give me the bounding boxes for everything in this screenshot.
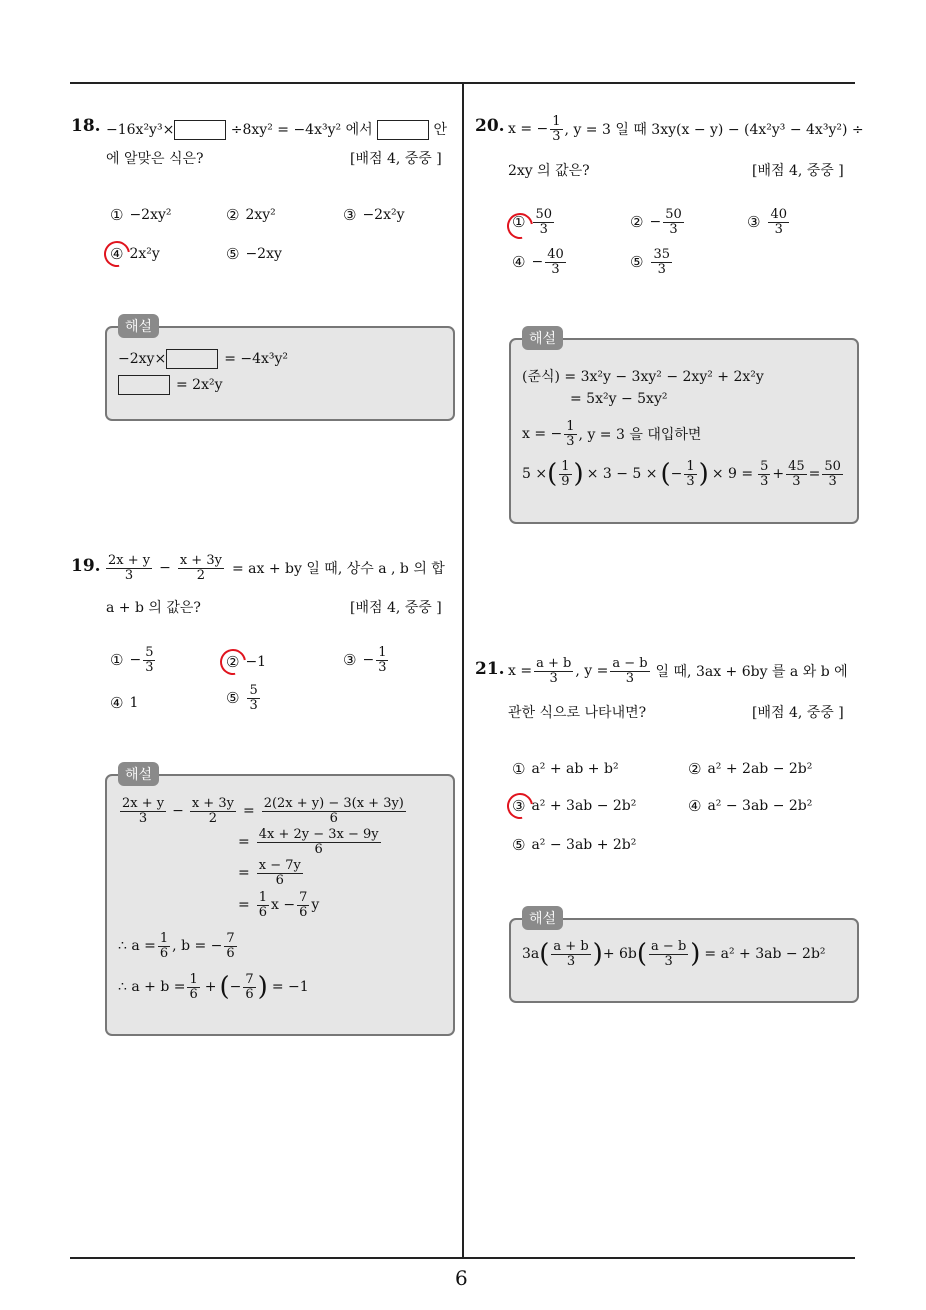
fraction: $\frac{a - b}{3}$: [651, 939, 687, 969]
fraction: $\frac{a + b}{3}$: [553, 939, 589, 969]
solution-tag: 해설: [522, 326, 563, 350]
paren-close: ): [573, 459, 584, 490]
sol-text: ∴ a =: [118, 938, 156, 955]
question-number-19: 19.: [71, 556, 101, 576]
choice-text: 1: [129, 695, 139, 711]
circled-number: ⑤: [512, 836, 526, 854]
q21-choice-4[interactable]: [688, 797, 812, 815]
q20-choice-2[interactable]: [630, 208, 686, 236]
fraction: $\frac{5}{3}$: [760, 459, 769, 489]
sol-text: x = −: [522, 426, 563, 443]
q18-solution-box: [105, 326, 455, 421]
fraction: $\frac{1}{9}$: [561, 459, 570, 489]
sol-text: , b = −: [172, 938, 223, 955]
stem-text: x = −: [508, 121, 549, 138]
sol-text: +: [204, 979, 217, 996]
answer-blank-box: [166, 349, 218, 369]
fraction: $\frac{1}{3}$: [686, 459, 695, 489]
question-number-18: 18.: [71, 116, 101, 136]
circled-number: ⑤: [226, 689, 240, 708]
choice-text: a² + ab + b²: [531, 761, 619, 777]
fraction: $\frac{x + 3y}{2}$: [179, 553, 222, 583]
circled-number: ③: [343, 206, 357, 224]
circled-number: ②: [226, 206, 240, 224]
circled-number: ②: [226, 653, 240, 671]
choice-text: −2x²y: [362, 207, 405, 223]
sol-text: × 9 =: [711, 466, 754, 483]
answer-blank-box: [174, 120, 226, 140]
q19-sol-line4: [238, 891, 319, 919]
circled-number: ②: [688, 760, 702, 778]
fraction: $\frac{5}{3}$: [145, 645, 154, 675]
paren-close: ): [690, 939, 701, 970]
q18-score-meta: [배점 4, 중중 ]: [350, 151, 442, 167]
q18-prefix: −16x²y³×: [106, 122, 175, 138]
q20-sol-line2: = 5x²y − 5xy²: [570, 391, 668, 407]
stem-text: , y = 3 일 때 3xy(x − y) − (4x²y³ − 4x³y²) ÷: [564, 122, 864, 139]
bottom-rule: [70, 1257, 855, 1259]
choice-text: −2xy: [245, 246, 282, 262]
fraction: $\frac{1}{6}$: [258, 890, 268, 920]
fraction: $\frac{5}{3}$: [249, 683, 258, 713]
q20-choice-5[interactable]: [630, 248, 674, 276]
fraction: $\frac{4x + 2y - 3x - 9y}{6}$: [258, 827, 379, 857]
q21-choice-2[interactable]: [688, 760, 812, 778]
q19-choice-5[interactable]: [226, 684, 262, 712]
q18-solution-line2: [118, 375, 223, 395]
column-divider: [462, 82, 464, 1258]
choice-text: −2xy²: [129, 207, 172, 223]
q21-stem-line1: [508, 657, 848, 685]
stem-text: , y =: [575, 663, 609, 680]
q21-choice-5[interactable]: [512, 836, 636, 854]
fraction: $\frac{x + 3y}{2}$: [191, 796, 234, 826]
q18-stem-line2: 에 알맞은 식은?: [106, 151, 204, 167]
circled-number: ⑤: [630, 253, 644, 272]
q20-sol-line4: [522, 460, 845, 488]
answer-blank-box: [118, 375, 170, 395]
circled-number: ①: [512, 760, 526, 778]
q20-score-meta: [배점 4, 중중 ]: [752, 163, 844, 179]
choice-text: a² + 2ab − 2b²: [707, 761, 813, 777]
choice-text: a² − 3ab + 2b²: [531, 837, 637, 853]
q19-choice-1[interactable]: [110, 646, 157, 674]
circled-number: ②: [630, 213, 644, 232]
sol-text: −: [172, 803, 184, 820]
fraction: $\frac{1}{3}$: [378, 645, 387, 675]
paren-open: (: [547, 459, 558, 490]
q20-sol-line1: (준식) = 3x²y − 3xy² − 2xy² + 2x²y: [522, 369, 764, 385]
circled-number: ③: [343, 651, 357, 670]
q19-sol-line2: [238, 828, 383, 856]
q19-choice-4[interactable]: [110, 694, 138, 712]
sol-text: −2xy×: [118, 351, 167, 367]
q19-score-meta: [배점 4, 중중 ]: [350, 600, 442, 616]
q20-stem-line1: [508, 115, 864, 143]
sol-text: =: [808, 466, 821, 483]
circled-number: ①: [512, 213, 526, 232]
circled-number: ①: [110, 651, 124, 670]
fraction: $\frac{40}{3}$: [770, 207, 787, 237]
circled-number: ④: [110, 245, 124, 263]
choice-text: −1: [245, 654, 267, 670]
fraction: $\frac{50}{3}$: [824, 459, 841, 489]
fraction: $\frac{1}{3}$: [566, 419, 575, 449]
choice-text: −: [362, 652, 375, 669]
question-number-21: 21.: [475, 659, 505, 679]
sol-text: 3a: [522, 946, 540, 963]
fraction: $\frac{35}{3}$: [653, 247, 670, 277]
choice-text: 2x²y: [129, 246, 160, 262]
fraction: $\frac{2(2x + y) - 3(x + 3y)}{6}$: [263, 796, 404, 826]
q19-choice-3[interactable]: [343, 646, 390, 674]
q18-choice-3[interactable]: [343, 206, 405, 224]
paren-close: ): [698, 459, 709, 490]
sol-text: =: [238, 865, 250, 882]
fraction: $\frac{50}{3}$: [535, 207, 552, 237]
choice-text: −: [649, 214, 662, 231]
paren-close: ): [592, 939, 603, 970]
q20-sol-line3: [522, 420, 701, 448]
q19-sol-line6: [118, 973, 309, 1001]
sol-text: × 3 − 5 ×: [586, 466, 658, 483]
fraction: $\frac{1}{6}$: [159, 931, 169, 961]
sol-text: , y = 3 을 대입하면: [578, 427, 702, 444]
q21-score-meta: [배점 4, 중중 ]: [752, 705, 844, 721]
fraction: $\frac{2x + y}{3}$: [122, 796, 165, 826]
sol-text: x −: [271, 897, 296, 914]
q19-stem-line2: a + b 의 값은?: [106, 600, 201, 616]
fraction: $\frac{7}{6}$: [226, 931, 235, 961]
page-number: 6: [455, 1266, 468, 1290]
circled-number: ④: [688, 797, 702, 815]
answer-mark-circle: [215, 644, 251, 680]
choice-text: a² + 3ab − 2b²: [531, 798, 637, 814]
sol-text: = 2x²y: [176, 377, 223, 393]
q19-sol-line5: [118, 932, 239, 960]
circled-number: ④: [512, 253, 526, 272]
choice-text: a² − 3ab − 2b²: [707, 798, 813, 814]
q21-choice-1[interactable]: [512, 760, 619, 778]
sol-text: =: [242, 803, 255, 820]
q20-stem-line2: 2xy 의 값은?: [508, 163, 590, 179]
answer-mark-circle: [99, 236, 135, 272]
sol-text: =: [238, 834, 250, 851]
sol-text: y: [311, 897, 320, 914]
fraction: $\frac{a - b}{3}$: [612, 656, 648, 686]
stem-text: 일 때, 3ax + 6by 를 a 와 b 에: [655, 664, 848, 681]
stem-text: x =: [508, 663, 533, 680]
q19-sol-line1: [118, 797, 408, 825]
choice-text: −: [129, 652, 142, 669]
sol-text: 5 ×: [522, 466, 548, 483]
q18-suffix: 안: [433, 122, 448, 138]
fraction: $\frac{x - 7y}{6}$: [258, 858, 301, 888]
q21-sol-line1: [522, 940, 826, 968]
q19-stem-text: = ax + by 일 때, 상수 a , b 의 합: [231, 561, 445, 578]
question-number-20: 20.: [475, 116, 505, 136]
paren-close: ): [257, 972, 268, 1003]
q18-stem-line1: [106, 119, 447, 140]
sol-text: = −4x³y²: [224, 351, 289, 367]
circled-number: ①: [110, 206, 124, 224]
fraction: $\frac{a + b}{3}$: [536, 656, 572, 686]
solution-tag: 해설: [522, 906, 563, 930]
answer-blank-box: [377, 120, 429, 140]
sol-text: + 6b: [602, 946, 637, 963]
fraction: $\frac{7}{6}$: [299, 890, 308, 920]
fraction: $\frac{1}{3}$: [552, 114, 561, 144]
choice-text: −: [531, 254, 544, 271]
sol-text: +: [772, 466, 785, 483]
q18-choice-5[interactable]: [226, 245, 282, 263]
q19-stem-line1: [104, 554, 445, 582]
q19-sol-line3: [238, 859, 305, 887]
q20-choice-4[interactable]: [512, 248, 568, 276]
solution-tag: 해설: [118, 314, 159, 338]
sol-text: −: [229, 979, 242, 996]
fraction: $\frac{40}{3}$: [547, 247, 564, 277]
answer-mark-circle: [502, 788, 538, 824]
fraction: $\frac{7}{6}$: [245, 972, 254, 1002]
q20-choice-3[interactable]: [747, 208, 791, 236]
sol-text: ∴ a + b =: [118, 979, 186, 996]
sol-text: =: [238, 897, 250, 914]
choice-text: 2xy²: [245, 207, 276, 223]
q21-stem-line2: 관한 식으로 나타내면?: [508, 705, 647, 721]
circled-number: ③: [747, 213, 761, 232]
q18-choice-2[interactable]: [226, 206, 276, 224]
sol-text: = a² + 3ab − 2b²: [704, 946, 826, 963]
sol-text: −: [159, 560, 171, 577]
circled-number: ④: [110, 694, 124, 712]
q18-choice-1[interactable]: [110, 206, 172, 224]
circled-number: ③: [512, 797, 526, 815]
circled-number: ⑤: [226, 245, 240, 263]
sol-text: −: [670, 466, 683, 483]
fraction: $\frac{2x + y}{3}$: [108, 553, 151, 583]
fraction: $\frac{1}{6}$: [189, 972, 198, 1002]
q18-middle: ÷8xy² = −4x³y² 에서: [230, 122, 373, 138]
q18-solution-line1: [118, 349, 288, 369]
paren-open: (: [219, 972, 230, 1003]
solution-tag: 해설: [118, 762, 159, 786]
sol-text: = −1: [271, 979, 309, 996]
fraction: $\frac{45}{3}$: [788, 459, 805, 489]
paren-open: (: [636, 939, 648, 970]
paren-open: (: [539, 939, 550, 970]
paren-open: (: [660, 459, 671, 490]
fraction: $\frac{50}{3}$: [665, 207, 682, 237]
